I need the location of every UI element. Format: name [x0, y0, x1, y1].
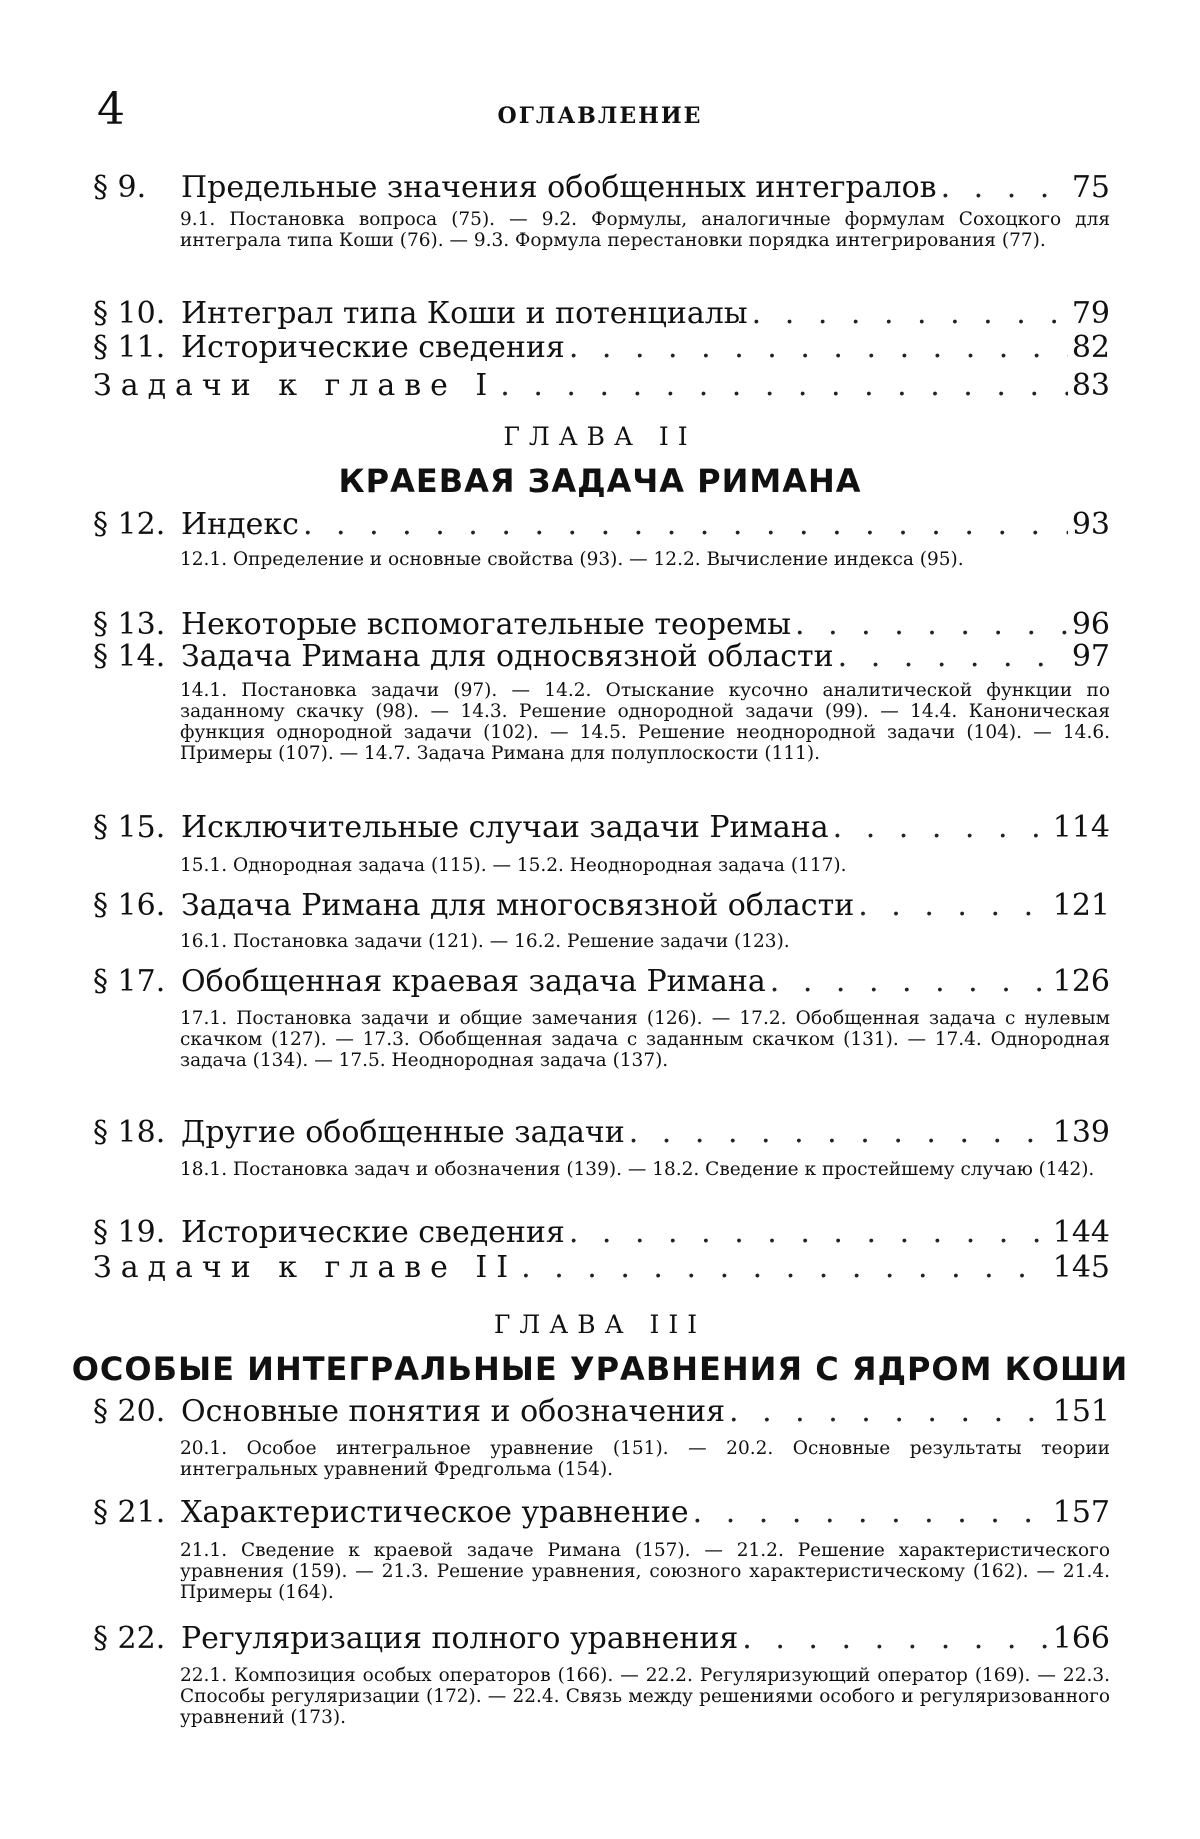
section-page: 121 — [1052, 888, 1110, 923]
section-page: 151 — [1052, 1394, 1110, 1429]
dot-leader — [729, 1392, 1049, 1432]
section-number: § 10. — [93, 296, 166, 331]
section-title: Характеристическое уравнение — [181, 1495, 689, 1530]
section-title: Некоторые вспомогательные теоремы — [181, 607, 791, 642]
section-number: § 18. — [93, 1115, 166, 1150]
subsection-list: 14.1. Постановка задачи (97). — 14.2. Отыскание кусочно аналитической функции по заданному скачку (98). — 14.3. Решение однородной задачи (99). — 14.4. Каноническая функция однородной задачи (102). — 14.5. Решение неоднородной задачи (104). — 14.6. Примеры (107). — 14.7. Задача Римана для полуплоскости (111). — [180, 680, 1110, 764]
section-title: Исключительные случаи задачи Римана — [181, 810, 829, 845]
tasks-title: Задачи к главе I — [93, 368, 497, 403]
section-page: 83 — [1071, 368, 1110, 403]
dot-leader — [629, 1113, 1049, 1153]
toc-entry-tasks-ch1 — [93, 366, 1110, 406]
toc-entry-s15 — [93, 808, 1110, 848]
toc-entry-s22 — [93, 1619, 1110, 1659]
subsection-list: 12.1. Определение и основные свойства (93). — 12.2. Вычисление индекса (95). — [180, 549, 964, 570]
dot-leader — [770, 962, 1049, 1002]
section-title: Основные понятия и обозначения — [181, 1394, 725, 1429]
subsection-list: 9.1. Постановка вопроса (75). — 9.2. Формулы, аналогичные формулам Сохоцкого для интеграла типа Коши (76). — 9.3. Формула перестановки порядка интегрирования (77). — [180, 209, 1110, 251]
toc-entry-s17 — [93, 962, 1110, 1002]
dot-leader — [838, 637, 1068, 677]
section-number: § 14. — [93, 639, 166, 674]
subsection-list: 16.1. Постановка задачи (121). — 16.2. Решение задачи (123). — [180, 931, 790, 952]
subsection-list: 15.1. Однородная задача (115). — 15.2. Неоднородная задача (117). — [180, 855, 847, 876]
section-page: 79 — [1071, 296, 1110, 331]
toc-entry-s19 — [93, 1213, 1110, 1253]
dot-leader — [742, 1619, 1048, 1659]
section-page: 93 — [1071, 507, 1110, 542]
running-title: ОГЛАВЛЕНИЕ — [497, 103, 703, 129]
dot-leader — [569, 1213, 1049, 1253]
toc-entry-s14 — [93, 637, 1110, 677]
toc-entry-s18 — [93, 1113, 1110, 1153]
toc-entry-s12 — [93, 505, 1110, 545]
section-number: § 13. — [93, 607, 166, 642]
section-page: 75 — [1071, 170, 1110, 205]
section-title: Задача Римана для многосвязной области — [181, 888, 855, 923]
section-page: 114 — [1052, 810, 1110, 845]
subsection-list: 21.1. Сведение к краевой задаче Римана (157). — 21.2. Решение характеристического уравнения (159). — 21.3. Решение уравнения, союзного характеристическому (162). — 21.4. Примеры (164). — [180, 1540, 1110, 1603]
toc-entry-s20 — [93, 1392, 1110, 1432]
dot-leader — [941, 168, 1068, 208]
section-number: § 19. — [93, 1215, 166, 1250]
section-page: 139 — [1052, 1115, 1110, 1150]
section-number: § 12. — [93, 507, 166, 542]
section-number: § 20. — [93, 1394, 166, 1429]
section-number: § 21. — [93, 1495, 166, 1530]
section-number: § 16. — [93, 888, 166, 923]
section-page: 166 — [1052, 1621, 1110, 1656]
dot-leader — [521, 1248, 1049, 1288]
section-title: Интеграл типа Коши и потенциалы — [181, 296, 748, 331]
section-title: Другие обобщенные задачи — [181, 1115, 625, 1150]
section-page: 126 — [1052, 964, 1110, 999]
page-number: 4 — [97, 84, 125, 135]
chapter-label: ГЛАВА III — [493, 1310, 707, 1339]
toc-entry-s9 — [93, 168, 1110, 208]
section-page: 96 — [1071, 607, 1110, 642]
section-title: Обобщенная краевая задача Римана — [181, 964, 766, 999]
chapter-title: ОСОБЫЕ ИНТЕГРАЛЬНЫЕ УРАВНЕНИЯ С ЯДРОМ КОШИ — [71, 1350, 1129, 1388]
subsection-list: 18.1. Постановка задач и обозначения (139). — 18.2. Сведение к простейшему случаю (142). — [180, 1159, 1095, 1180]
chapter-title: КРАЕВАЯ ЗАДАЧА РИМАНА — [338, 462, 862, 500]
dot-leader — [569, 328, 1068, 368]
section-page: 97 — [1071, 639, 1110, 674]
section-title: Индекс — [181, 507, 299, 542]
toc-entry-s21 — [93, 1493, 1110, 1533]
dot-leader — [858, 886, 1049, 926]
section-title: Задача Римана для односвязной области — [181, 639, 834, 674]
section-title: Регуляризация полного уравнения — [181, 1621, 739, 1656]
section-page: 82 — [1071, 330, 1110, 365]
subsection-list: 20.1. Особое интегральное уравнение (151). — 20.2. Основные результаты теории интегральных уравнений Фредгольма (154). — [180, 1438, 1110, 1480]
section-number: § 15. — [93, 810, 166, 845]
section-number: § 17. — [93, 964, 166, 999]
dot-leader — [303, 505, 1068, 545]
subsection-list: 17.1. Постановка задачи и общие замечания (126). — 17.2. Обобщенная задача с нулевым скачком (127). — 17.3. Обобщенная задача с заданным скачком (131). — 17.4. Однородная задача (134). — 17.5. Неоднородная задача (137). — [180, 1008, 1110, 1071]
section-title: Предельные значения обобщенных интегралов — [181, 170, 937, 205]
tasks-title: Задачи к главе II — [93, 1250, 518, 1285]
section-number: § 9. — [93, 170, 147, 205]
dot-leader — [833, 808, 1049, 848]
toc-entry-tasks-ch2 — [93, 1248, 1110, 1288]
dot-leader — [693, 1493, 1049, 1533]
section-title: Исторические сведения — [181, 330, 565, 365]
dot-leader — [500, 366, 1068, 406]
section-number: § 22. — [93, 1621, 166, 1656]
section-number: § 11. — [93, 330, 166, 365]
toc-entry-s16 — [93, 886, 1110, 926]
section-page: 145 — [1052, 1250, 1110, 1285]
toc-entry-s11 — [93, 328, 1110, 368]
section-page: 144 — [1052, 1215, 1110, 1250]
section-page: 157 — [1052, 1495, 1110, 1530]
subsection-list: 22.1. Композиция особых операторов (166). — 22.2. Регуляризующий оператор (169). — 22.3. Способы регуляризации (172). — 22.4. Связь между решениями особого и регуляризованного уравнений (173). — [180, 1665, 1110, 1728]
chapter-label: ГЛАВА II — [503, 422, 697, 451]
section-title: Исторические сведения — [181, 1215, 565, 1250]
